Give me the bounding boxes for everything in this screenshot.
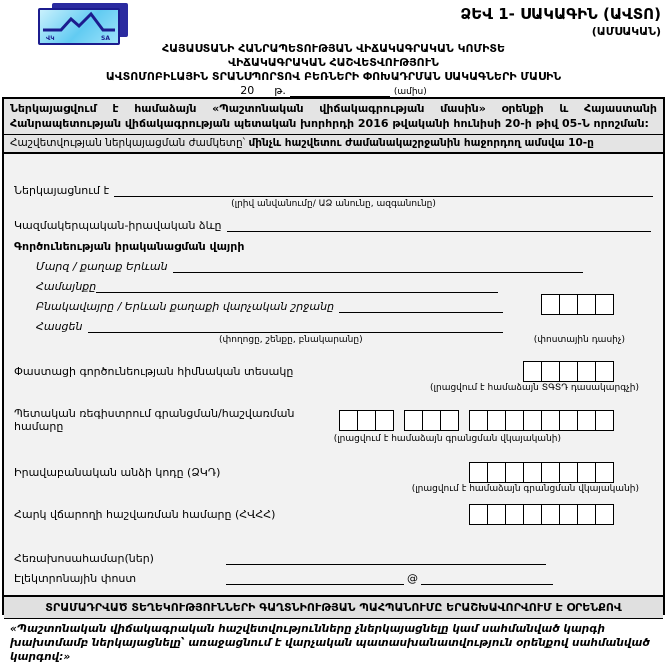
email-local-input-line[interactable] xyxy=(226,572,404,585)
legal-code-label: Իրավաբանական անձի կոդը (ՁԿԴ) xyxy=(14,466,221,479)
region-label: Մարզ / քաղաք Երևան xyxy=(36,260,168,273)
tin-cells xyxy=(469,504,613,525)
logo-text-left: ՎԿ xyxy=(46,35,55,42)
code-input-cell[interactable] xyxy=(595,361,614,382)
presenter-label: Ներկայացնում է xyxy=(14,184,110,197)
code-input-cell[interactable] xyxy=(577,361,596,382)
activity-caption: (լրացվում է համաձայն ՏԳՏԴ դասակարգչի) xyxy=(430,383,639,393)
code-input-cell[interactable] xyxy=(577,410,596,431)
presenter-input-line[interactable] xyxy=(114,184,653,197)
code-input-cell[interactable] xyxy=(487,504,506,525)
at-symbol: @ xyxy=(407,572,418,585)
form-body-box xyxy=(2,97,665,663)
legal-code-row xyxy=(14,462,653,483)
code-input-cell[interactable] xyxy=(559,410,578,431)
code-input-cell[interactable] xyxy=(523,410,542,431)
location-section-heading: Գործունեության իրականացման վայրի xyxy=(14,240,245,253)
legal-code-caption: (լրացվում է համաձայն գրանցման վկայականի) xyxy=(411,484,639,494)
legal-code-cells xyxy=(469,462,613,483)
activity-code-cells xyxy=(523,361,613,382)
code-input-cell[interactable] xyxy=(595,294,614,315)
legal-form-label: Կազմակերպական-իրավական ձևը xyxy=(14,219,222,232)
code-input-cell[interactable] xyxy=(523,504,542,525)
phone-row xyxy=(14,545,653,565)
address-captions xyxy=(14,333,653,349)
liability-warning: «Պաշտոնական վիճակագրական հաշվետվությունները չներկայացնելը կամ սահմանված կարգի խախտմամբ ներկայացնելը՝ առաջացնում է վարչական պատասխանատվություն օրենքով սահմանված կարգով:» xyxy=(10,623,650,663)
phone-input-line[interactable] xyxy=(226,552,546,565)
code-input-cell[interactable] xyxy=(469,462,488,483)
settlement-input-line[interactable] xyxy=(339,300,503,313)
report-type-line: ՎԻՃԱԿԱԳՐԱԿԱՆ ՀԱՇՎԵՏՎՈՒԹՅՈՒՆ xyxy=(228,56,439,69)
code-input-cell[interactable] xyxy=(357,410,376,431)
code-input-cell[interactable] xyxy=(559,361,578,382)
form-code-title: ՁԵՎ 1- ՍԱԿԱԳԻՆ (ԱՎՏՈ) xyxy=(460,5,661,23)
register-caption: (լրացվում է համաձայն գրանցման վկայականի) xyxy=(333,434,561,444)
postal-code-cells xyxy=(541,294,613,315)
form-periodicity: (ԱՄՍԱԿԱՆ) xyxy=(591,25,661,38)
code-input-cell[interactable] xyxy=(523,361,542,382)
tin-label: Հարկ վճարողի հաշվառման համարը (ՀՎՀՀ) xyxy=(14,508,276,521)
phone-label: Հեռախոսահամար(ներ) xyxy=(14,552,154,565)
settlement-label: Բնակավայրը / Երևան քաղաքի վարչական շրջանը xyxy=(36,300,335,313)
legal-form-input-line[interactable] xyxy=(227,219,652,232)
address-caption: (փողոցը, շենքը, բնակարանը) xyxy=(219,335,363,345)
code-input-cell[interactable] xyxy=(577,504,596,525)
activity-label: Փաստացի գործունեության հիմնական տեսակը xyxy=(14,365,294,378)
register-group-3 xyxy=(469,410,613,431)
report-date-line xyxy=(0,84,667,97)
code-input-cell[interactable] xyxy=(577,462,596,483)
code-input-cell[interactable] xyxy=(339,410,358,431)
postal-caption: (փոստային դասիչ) xyxy=(533,335,625,345)
register-row xyxy=(14,407,653,433)
email-domain-input-line[interactable] xyxy=(421,572,553,585)
deadline-bold: մինչև հաշվետու ժամանակաշրջանին հաջորդող ամսվա 10-ը xyxy=(248,137,594,149)
presenter-row xyxy=(14,177,653,197)
code-input-cell[interactable] xyxy=(440,410,459,431)
register-group-1 xyxy=(339,410,393,431)
address-row xyxy=(14,313,653,333)
confidentiality-banner: ՏՐԱՄԱԴՐՎԱԾ ՏԵՂԵԿՈՒԹՅՈՒՆՆԵՐԻ ԳԱՂՏՆԻՈՒԹՅԱՆ ՊԱՀՊԱՆՈՒՄԸ ԵՐԱՇԽԱՎՈՐՎՈՒՄ Է ՕՐԵՆՔՈՎ xyxy=(4,595,663,619)
address-section xyxy=(14,253,653,349)
code-input-cell[interactable] xyxy=(559,462,578,483)
community-input-line[interactable] xyxy=(96,280,498,293)
register-label: Պետական ռեգիստրում գրանցման/հաշվառման համարը xyxy=(14,407,295,433)
month-input[interactable] xyxy=(290,86,390,97)
code-input-cell[interactable] xyxy=(404,410,423,431)
legal-form-row xyxy=(14,212,653,232)
community-label: Համայնքը xyxy=(36,280,97,293)
code-input-cell[interactable] xyxy=(469,410,488,431)
year-suffix: թ. xyxy=(274,84,286,97)
code-input-cell[interactable] xyxy=(559,504,578,525)
deadline-prefix: Հաշվետվության ներկայացման ժամկետը՝ xyxy=(10,137,249,149)
code-input-cell[interactable] xyxy=(523,462,542,483)
form-fields xyxy=(4,177,663,585)
code-input-cell[interactable] xyxy=(577,294,596,315)
report-subject-line: ԱՎՏՈՄՈԲԻԼԱՅԻՆ ՏՐԱՆՍՊՈՐՏՈՎ ԲԵՌՆԵՐԻ ՓՈԽԱԴՐՄԱՆ ՍԱԿԱԳՆԵՐԻ ՄԱՍԻՆ xyxy=(105,70,562,83)
code-input-cell[interactable] xyxy=(487,410,506,431)
code-input-cell[interactable] xyxy=(541,504,560,525)
year-prefix: 20 xyxy=(240,84,255,97)
code-input-cell[interactable] xyxy=(541,294,560,315)
code-input-cell[interactable] xyxy=(375,410,394,431)
org-name-line: ՀԱՅԱՍՏԱՆԻ ՀԱՆՐԱՊԵՏՈՒԹՅԱՆ ՎԻՃԱԿԱԳՐԱԿԱՆ ԿՈՄԻՏԵ xyxy=(161,42,506,55)
code-input-cell[interactable] xyxy=(541,361,560,382)
legal-basis-row: Ներկայացվում է համաձայն «Պաշտոնական վիճակագրության մասին» օրենքի և Հայաստանի Հանրապետության վիճակագրության պետական խորհրդի 2016 թվականի հունիսի 20-ի թիվ 05-Ն որոշման: xyxy=(4,99,663,135)
month-caption: (ամիս) xyxy=(393,87,427,97)
region-input-line[interactable] xyxy=(173,260,583,273)
form-header xyxy=(0,0,667,97)
code-input-cell[interactable] xyxy=(559,294,578,315)
form-title-block xyxy=(460,5,661,38)
logo-text-right: SA xyxy=(101,35,110,42)
code-input-cell[interactable] xyxy=(595,504,614,525)
code-input-cell[interactable] xyxy=(541,410,560,431)
code-input-cell[interactable] xyxy=(595,462,614,483)
email-label: Էլեկտրոնային փոստ xyxy=(14,572,137,585)
region-row xyxy=(14,253,653,273)
register-group-2 xyxy=(404,410,458,431)
code-input-cell[interactable] xyxy=(595,410,614,431)
code-input-cell[interactable] xyxy=(469,504,488,525)
code-input-cell[interactable] xyxy=(541,462,560,483)
tin-row xyxy=(14,504,653,525)
community-row xyxy=(14,273,653,293)
email-row xyxy=(14,565,653,585)
code-input-cell[interactable] xyxy=(487,462,506,483)
address-input-line[interactable] xyxy=(88,320,504,333)
deadline-row xyxy=(4,135,663,154)
presenter-caption: (լրիվ անվանումը/ ԱՁ անունը, ազգանունը) xyxy=(231,199,436,209)
org-heading xyxy=(0,42,667,84)
logo-chart-icon xyxy=(38,8,120,45)
code-input-cell[interactable] xyxy=(505,410,524,431)
code-input-cell[interactable] xyxy=(505,462,524,483)
code-input-cell[interactable] xyxy=(505,504,524,525)
address-label: Հասցեն xyxy=(36,320,83,333)
register-number-groups xyxy=(328,410,613,431)
activity-row xyxy=(14,361,653,382)
armstat-logo xyxy=(38,3,130,47)
code-input-cell[interactable] xyxy=(422,410,441,431)
